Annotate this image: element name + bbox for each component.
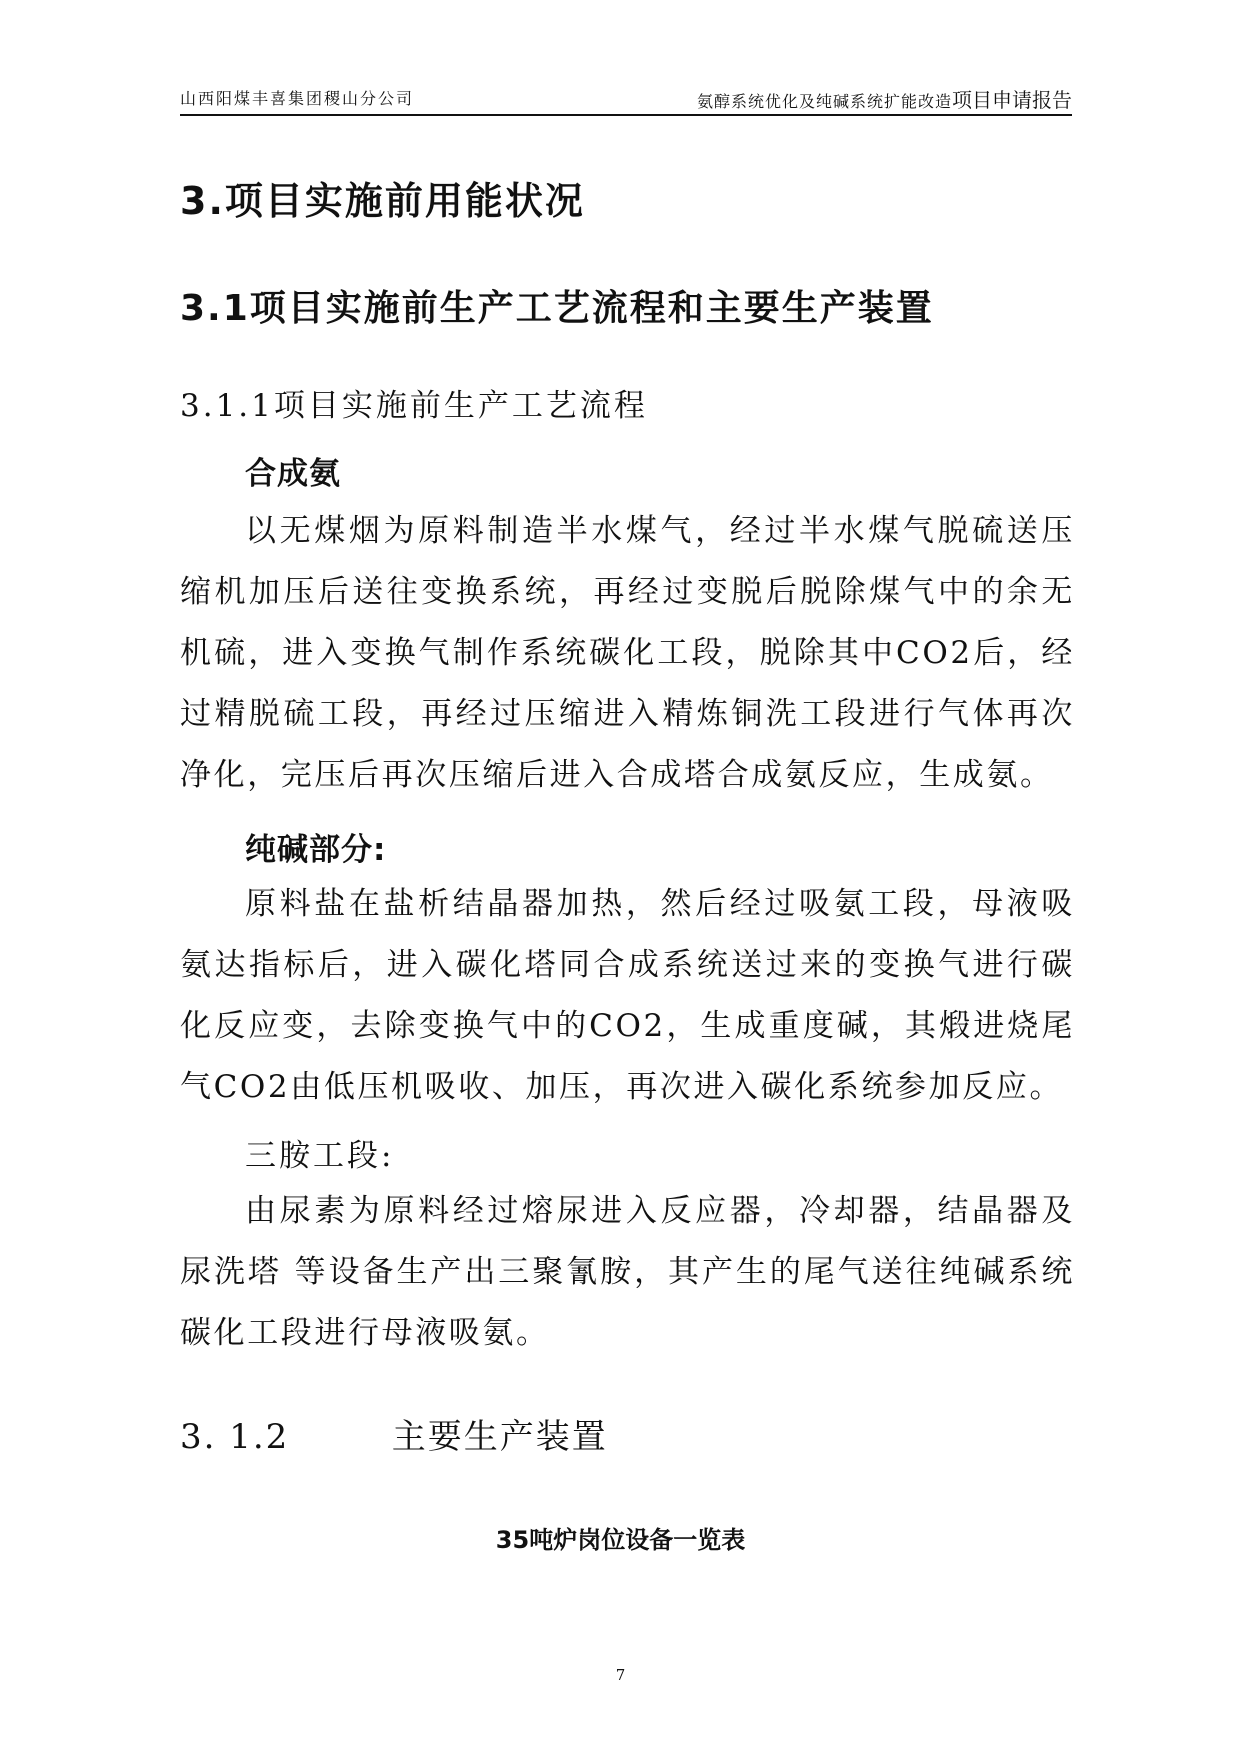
section-number-3-1-2: 3. 1.2	[180, 1417, 290, 1457]
section-heading-3-1-1: 3.1.1项目实施前生产工艺流程	[180, 388, 648, 424]
section-title-main-equipment: 主要生产装置	[391, 1417, 608, 1457]
header-report-main: 氨醇系统优化及纯碱系统扩能改造	[696, 92, 952, 111]
section-heading-3: 3.项目实施前用能状况	[180, 179, 585, 223]
page-number: 7	[615, 1666, 626, 1684]
section-heading-3-1-2	[180, 1409, 608, 1458]
subheading-melamine: 三胺工段:	[245, 1138, 395, 1174]
page-header	[180, 86, 1072, 114]
header-divider	[180, 114, 1072, 116]
header-report-title	[697, 84, 1072, 113]
paragraph-ammonia: 以无煤烟为原料制造半水煤气，经过半水煤气脱硫送压缩机加压后送往变换系统，再经过变脱后脱除煤气中的余无机硫，进入变换气制作系统碳化工段，脱除其中CO2后，经过精脱硫工段，再经过压缩进入精炼铜洗工段进行气体再次净化，完压后再次压缩后进入合成塔合成氨反应，生成氨。	[180, 513, 1075, 793]
paragraph-melamine: 由尿素为原料经过熔尿进入反应器，冷却器，结晶器及尿洗塔 等设备生产出三聚氰胺，其产生的尾气送往纯碱系统碳化工段进行母液吸氨。	[180, 1193, 1075, 1351]
subheading-soda: 纯碱部分:	[245, 832, 387, 868]
section-heading-3-1: 3.1项目实施前生产工艺流程和主要生产装置	[180, 288, 934, 329]
table-title: 35吨炉岗位设备一览表	[495, 1526, 746, 1554]
header-report-strong: 项目申请报告	[952, 88, 1072, 112]
header-company: 山西阳煤丰喜集团稷山分公司	[180, 89, 415, 108]
paragraph-soda: 原料盐在盐析结晶器加热，然后经过吸氨工段，母液吸氨达指标后，进入碳化塔同合成系统送过来的变换气进行碳化反应变，去除变换气中的CO2，生成重度碱，其煅进烧尾气CO2由低压机吸收、加压，再次进入碳化系统参加反应。	[180, 886, 1075, 1105]
subheading-ammonia: 合成氨	[245, 456, 341, 492]
